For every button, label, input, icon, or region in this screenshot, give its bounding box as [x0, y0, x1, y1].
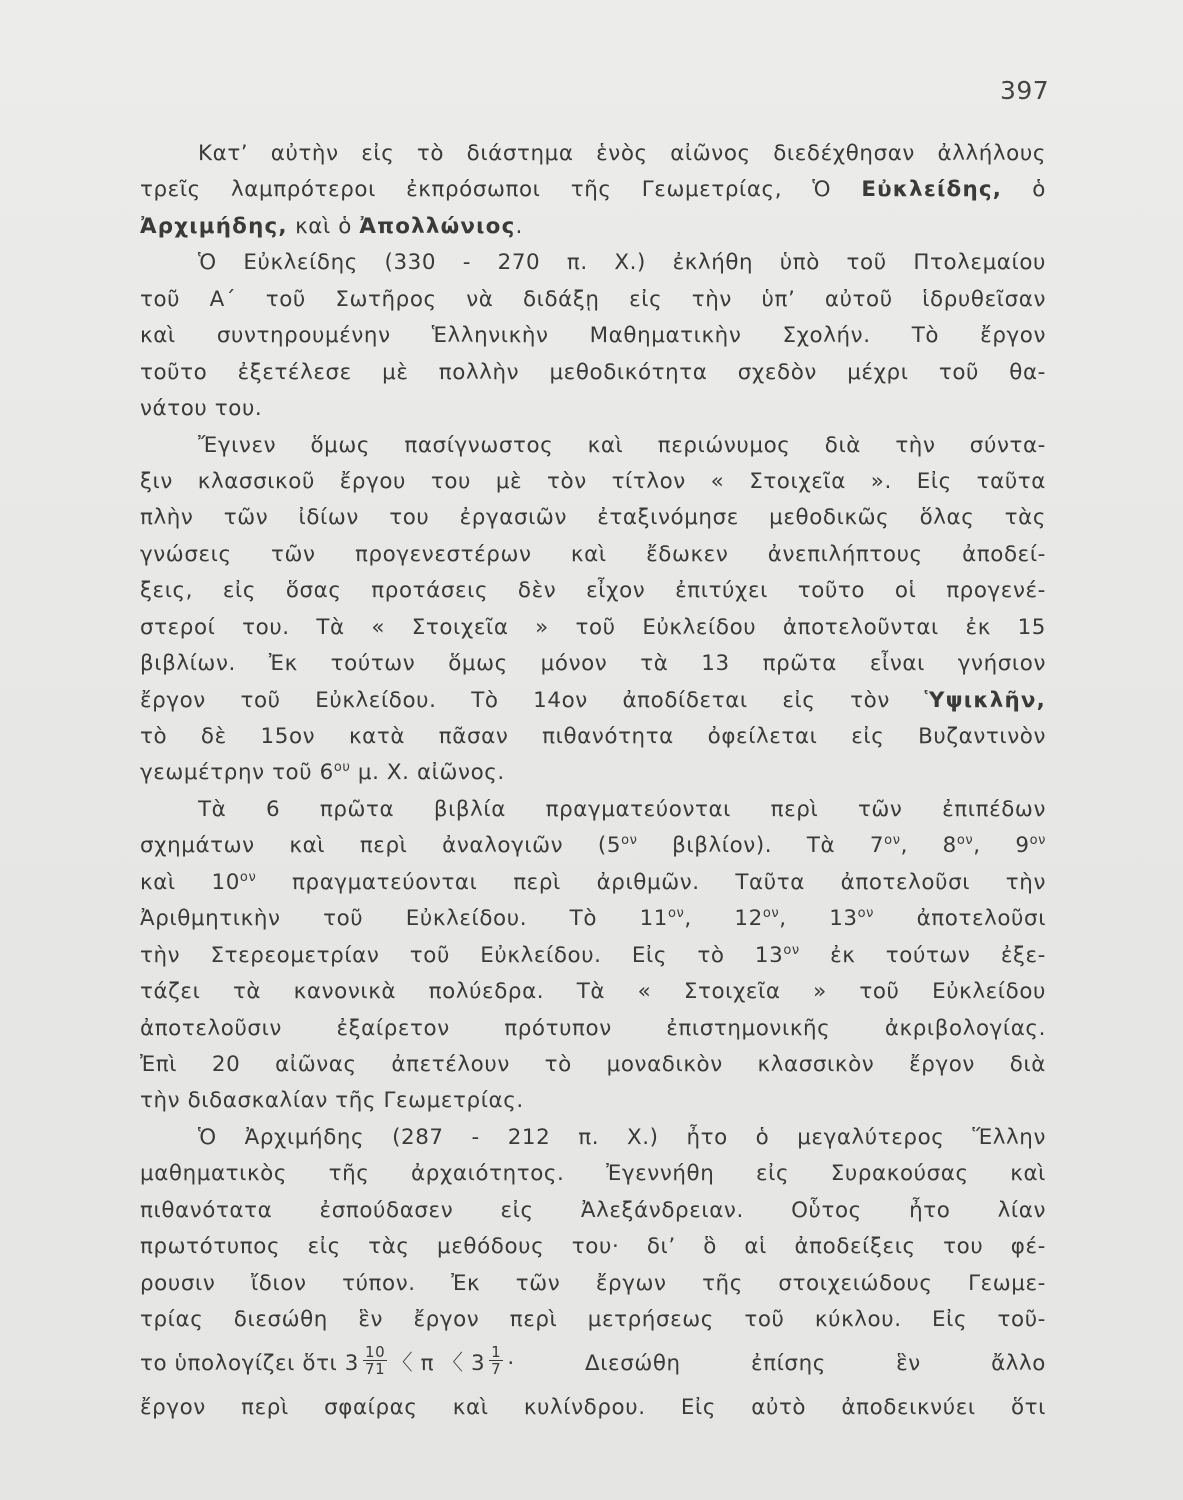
text-segment: βιβλίων. Ἐκ τούτων ὅμως μόνον τὰ 13 πρῶτα εἶναι γνήσιον — [140, 651, 1046, 677]
fraction-ten-seventy-one — [363, 1344, 387, 1377]
text-line — [140, 209, 1046, 245]
text-segment: , 9 — [973, 833, 1030, 859]
text-line — [140, 1083, 1046, 1119]
text-line — [140, 1156, 1046, 1192]
text-line — [140, 646, 1046, 682]
text-line — [140, 464, 1046, 500]
text-line — [140, 537, 1046, 573]
bold-name: Ἀπολλώνιος — [359, 213, 516, 239]
text-segment: μ. Χ. αἰῶνος. — [350, 760, 505, 786]
text-segment: γεωμέτρην τοῦ 6 — [140, 760, 334, 786]
text-line — [140, 828, 1046, 864]
text-segment: τὴν διδασκαλίαν τῆς Γεωμετρίας. — [140, 1088, 524, 1114]
text-segment: στεροί του. Τὰ « Στοιχεῖα » τοῦ Εὐκλείδου ἀποτελοῦνται ἐκ 15 — [140, 614, 1046, 640]
text-line — [140, 974, 1046, 1010]
text-segment: τὴν Στερεομετρίαν τοῦ Εὐκλείδου. Εἰς τὸ 13 — [140, 942, 784, 968]
text-segment: τοῦτο ἐξετέλεσε μὲ πολλὴν μεθοδικότητα σχεδὸν μέχρι τοῦ θα- — [140, 359, 1046, 385]
superscript: ον — [783, 942, 800, 958]
superscript: ον — [621, 833, 638, 849]
text-segment: ἔργον τοῦ Εὐκλείδου. Τὸ 14ον ἀποδίδεται εἰς τὸν — [140, 687, 925, 713]
text-line — [140, 282, 1046, 318]
text-line — [140, 1193, 1046, 1229]
text-line — [140, 901, 1046, 937]
text-line — [140, 792, 1046, 828]
text-segment: τρεῖς λαμπρότεροι ἐκπρόσωποι τῆς Γεωμετρίας, Ὁ — [140, 177, 862, 203]
text-segment: καὶ ὁ — [287, 213, 360, 239]
text-segment: Ἐπὶ 20 αἰῶνας ἀπετέλουν τὸ μοναδικὸν κλασσικὸν ἔργον διὰ — [140, 1051, 1046, 1077]
superscript: ον — [668, 906, 685, 922]
text-line — [140, 428, 1046, 464]
fraction-one-seventh — [489, 1344, 503, 1377]
text-line — [140, 355, 1046, 391]
text-segment: τάζει τὰ κανονικὰ πολύεδρα. Τὰ « Στοιχεῖα » τοῦ Εὐκλείδου — [140, 979, 1046, 1005]
text-line — [140, 573, 1046, 609]
text-line — [140, 683, 1046, 719]
text-segment: Ὁ Εὐκλείδης (330 - 270 π. Χ.) ἐκλήθη ὑπὸ τοῦ Πτολεμαίου — [198, 250, 1046, 276]
superscript: ον — [762, 906, 780, 922]
text-segment: πραγματεύονται περὶ ἀριθμῶν. Ταῦτα ἀποτελοῦσι τὴν — [256, 869, 1046, 895]
text-lines — [140, 136, 1046, 1338]
fraction-denominator: 7 — [491, 1359, 502, 1378]
fraction-numerator: 10 — [365, 1342, 386, 1361]
text-line — [140, 245, 1046, 281]
text-segment: Τὰ 6 πρῶτα βιβλία πραγματεύονται περὶ τῶν ἐπιπέδων — [198, 796, 1046, 822]
text-segment: πρωτότυπος εἰς τὰς μεθόδους του· δι’ ὃ αἱ ἀποδείξεις του φέ- — [140, 1234, 1046, 1260]
text-segment: καὶ 10 — [140, 869, 240, 895]
text-segment: ἀποτελοῦσιν ἐξαίρετον πρότυπον ἐπιστημονικῆς ἀκριβολογίας. — [140, 1015, 1046, 1041]
text-segment: βιβλίον). Τὰ 7 — [637, 833, 885, 859]
formula-line — [140, 1338, 1046, 1390]
text-segment: , 13 — [779, 906, 858, 932]
text-segment: ἀποτελοῦσι — [874, 906, 1047, 932]
text-segment: ξεις, εἰς ὅσας προτάσεις δὲν εἶχον ἐπιτύχει τοῦτο οἱ προγενέ- — [140, 578, 1046, 604]
formula-text-middle: 〈 π 〈 3 — [391, 1351, 486, 1377]
fraction-numerator: 1 — [491, 1342, 502, 1361]
text-line — [140, 610, 1046, 646]
bold-name: Εὐκλείδης, — [861, 177, 1003, 203]
text-line — [140, 1011, 1046, 1047]
text-segment: τὸ δὲ 15ον κατὰ πᾶσαν πιθανότητα ὀφείλεται εἰς Βυζαντινὸν — [140, 724, 1046, 749]
text-segment: Ἔγινεν ὅμως πασίγνωστος καὶ περιώνυμος διὰ τὴν σύντα- — [198, 432, 1046, 458]
text-line — [140, 1302, 1046, 1338]
superscript: ον — [857, 906, 875, 922]
text-line-final: ἔργον περὶ σφαίρας καὶ κυλίνδρου. Εἰς αὐτὸ ἀποδεικνύει ὅτι — [140, 1395, 1046, 1421]
text-segment: ὁ — [1002, 177, 1046, 203]
text-segment: πιθανότατα ἐσπούδασεν εἰς Ἀλεξάνδρειαν. Οὗτος ἦτο λίαν — [140, 1197, 1046, 1223]
text-line — [140, 318, 1046, 354]
text-segment: τρίας διεσώθη ἓν ἔργον περὶ μετρήσεως τοῦ κύκλου. Εἰς τοῦ- — [140, 1307, 1046, 1332]
text-segment: καὶ συντηρουμένην Ἑλληνικὴν Μαθηματικὴν Σχολήν. Τὸ ἔργον — [140, 323, 1046, 349]
text-line — [140, 938, 1046, 974]
text-segment: . — [515, 213, 523, 239]
text-segment: ἐκ τούτων ἐξε- — [799, 942, 1046, 968]
text-segment: ξιν κλασσικοῦ ἔργου του μὲ τὸν τίτλον « Στοιχεῖα ». Εἰς ταῦτα — [140, 468, 1046, 494]
text-line — [140, 865, 1046, 901]
text-segment: , 12 — [684, 906, 763, 932]
page-number: 397 — [1000, 76, 1050, 105]
text-segment: Κατ’ αὐτὴν εἰς τὸ διάστημα ἑνὸς αἰῶνος διεδέχθησαν ἀλλήλους — [198, 141, 1046, 166]
text-segment: Ὁ Ἀρχιμήδης (287 - 212 π. Χ.) ἦτο ὁ μεγαλύτερος Ἕλλην — [198, 1124, 1046, 1150]
superscript: ον — [1029, 833, 1046, 849]
text-line — [140, 1047, 1046, 1083]
text-segment: σχημάτων καὶ περὶ ἀναλογιῶν (5 — [140, 833, 622, 859]
text-line — [140, 1266, 1046, 1302]
text-segment: ρουσιν ἴδιον τύπον. Ἐκ τῶν ἔργων τῆς στοιχειώδους Γεωμε- — [140, 1270, 1046, 1296]
text-segment: γνώσεις τῶν προγενεστέρων καὶ ἔδωκεν ἀνεπιλήπτους ἀποδεί- — [140, 541, 1046, 567]
formula-text-after: · Διεσώθη ἐπίσης ἓν ἄλλο — [507, 1351, 1046, 1377]
text-segment: Ἀριθμητικὴν τοῦ Εὐκλείδου. Τὸ 11 — [140, 906, 668, 932]
superscript: ον — [239, 869, 257, 885]
text-line — [140, 719, 1046, 755]
text-segment: πλὴν τῶν ἰδίων του ἐργασιῶν ἐταξινόμησε μεθοδικῶς ὅλας τὰς — [140, 505, 1046, 531]
superscript: ον — [956, 833, 974, 849]
text-segment: τοῦ Α΄ τοῦ Σωτῆρος νὰ διδάξῃ εἰς τὴν ὑπ’ αὐτοῦ ἱδρυθεῖσαν — [140, 286, 1046, 312]
fraction-denominator: 71 — [365, 1359, 386, 1378]
text-line — [140, 1229, 1046, 1265]
body-text — [140, 136, 1046, 1427]
text-segment: , 8 — [900, 833, 957, 859]
text-segment: μαθηματικὸς τῆς ἀρχαιότητος. Ἐγεννήθη εἰς Συρακούσας καὶ — [140, 1161, 1046, 1187]
superscript: ου — [333, 760, 351, 776]
text-line — [140, 391, 1046, 427]
superscript: ον — [884, 833, 901, 849]
bold-name: Ὑψικλῆν, — [924, 687, 1046, 713]
text-line — [140, 1120, 1046, 1156]
formula-text-before: το ὑπολογίζει ὅτι 3 — [140, 1351, 359, 1377]
text-line — [140, 500, 1046, 536]
text-line — [140, 755, 1046, 791]
text-line — [140, 172, 1046, 208]
text-line — [140, 136, 1046, 172]
bold-name: Ἀρχιμήδης, — [140, 213, 288, 239]
text-segment: νάτου του. — [140, 396, 263, 422]
